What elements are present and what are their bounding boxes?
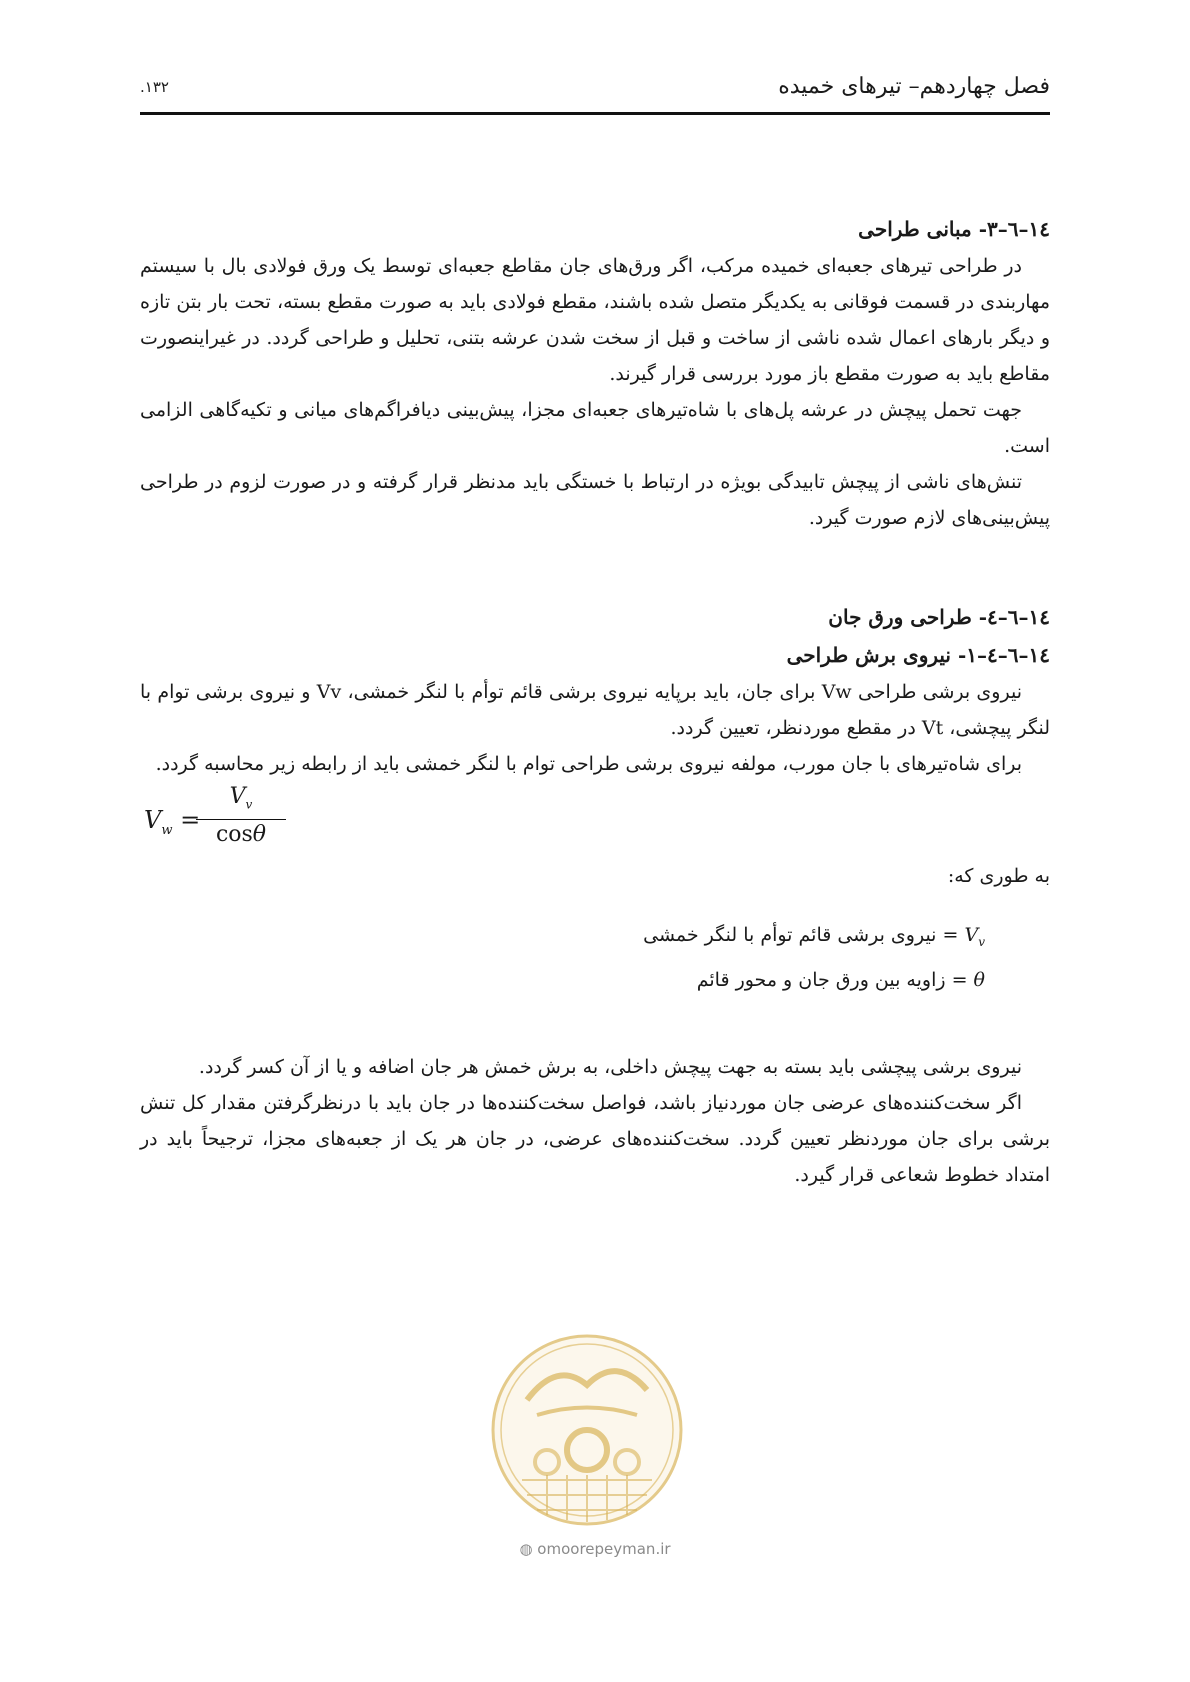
formula-numerator: $V_v$ <box>196 782 286 820</box>
header-divider <box>140 112 1050 115</box>
section-heading-design-basis: ١٤–٦–٣- مبانی طراحی <box>858 217 1050 241</box>
paragraph: اگر سخت‌کننده‌های عرضی جان موردنیاز باشد، فواصل سخت‌کننده‌ها در جان باید با درنظرگرفتن مقدار کل تنش برشی برای جان موردنظر تعیین گردد. سخت‌کننده‌های عرضی، در جان هر یک از جعبه‌های مجزا، ترجیحاً باید در امتداد خطوط شعاعی قرار گیرد. <box>140 1091 1050 1186</box>
paragraph: نیروی برشی پیچشی باید بسته به جهت پیچش داخلی، به برش خمش هر جان اضافه و یا از آن کسر گردد. <box>198 1055 1022 1078</box>
paragraph: در طراحی تیرهای جعبه‌ای خمیده مرکب، اگر ورق‌های جان مقاطع جعبه‌ای توسط یک ورق فولادی بال با سیستم مهاربندی در قسمت فوقانی به یکدیگر متصل شده باشند، مقطع فولادی باید به صورت مقطع بسته، تحت بار بتن تازه و دیگر بارهای اعمال شده ناشی از ساخت و قبل از سخت شدن عرشه بتنی، تحلیل و طراحی گردد. در غیراینصورت مقاطع باید به صورت مقطع باز مورد بررسی قرار گیرند. <box>140 255 1050 385</box>
formula-fraction <box>196 782 286 850</box>
watermark-url: ◍ omoorepeyman.ir <box>519 1540 671 1558</box>
page-body <box>140 210 1050 1193</box>
page-number: ۱۳۲. <box>140 78 169 96</box>
paragraph: جهت تحمل پیچش در عرشه پل‌های با شاه‌تیرهای جعبه‌ای مجزا، پیش‌بینی دیافراگم‌های میانی و تکیه‌گاهی الزامی است. <box>140 399 1050 457</box>
paragraph: تنش‌های ناشی از پیچش تابیدگی بویژه در ارتباط با خستگی باید مدنظر قرار گرفته و در صورت لزوم در طراحی پیش‌بینی‌های لازم صورت گیرد. <box>140 471 1050 529</box>
symbol-vw: Vw <box>821 681 852 703</box>
paragraph-shear-forces: نیروی برشی طراحی Vw برای جان، باید برپایه نیروی برشی قائم توأم با لنگر خمشی، Vv و نیروی برشی توام با لنگر پیچشی، Vt در مقطع موردنظر، تعیین گردد. <box>140 681 1050 739</box>
formula-lhs: $V_w$ = <box>144 806 201 838</box>
watermark-logo <box>487 1330 687 1530</box>
formula-denominator: cosθ <box>215 822 267 848</box>
where-label: به طوری که: <box>947 865 1050 887</box>
paragraph: برای شاه‌تیرهای با جان مورب، مولفه نیروی برشی طراحی توام با لنگر خمشی باید از رابطه زیر محاسبه گردد. <box>155 753 1022 775</box>
section-heading-web-plate: ١٤–٦–٤- طراحی ورق جان <box>828 605 1050 629</box>
shear-formula <box>140 782 1050 858</box>
subsection-heading-shear: ١٤–٦–٤–١- نیروی برش طراحی <box>786 643 1050 667</box>
variable-definition-vv: $V_v$ = نیروی برشی قائم توأم با لنگر خمشی <box>643 924 985 949</box>
symbol-vv: Vv <box>316 681 342 703</box>
variable-definition-theta: θ = زاویه بین ورق جان و محور قائم <box>696 968 985 991</box>
chapter-title: فصل چهاردهم– تیرهای خمیده <box>778 74 1050 99</box>
symbol-vt: Vt <box>921 717 944 739</box>
